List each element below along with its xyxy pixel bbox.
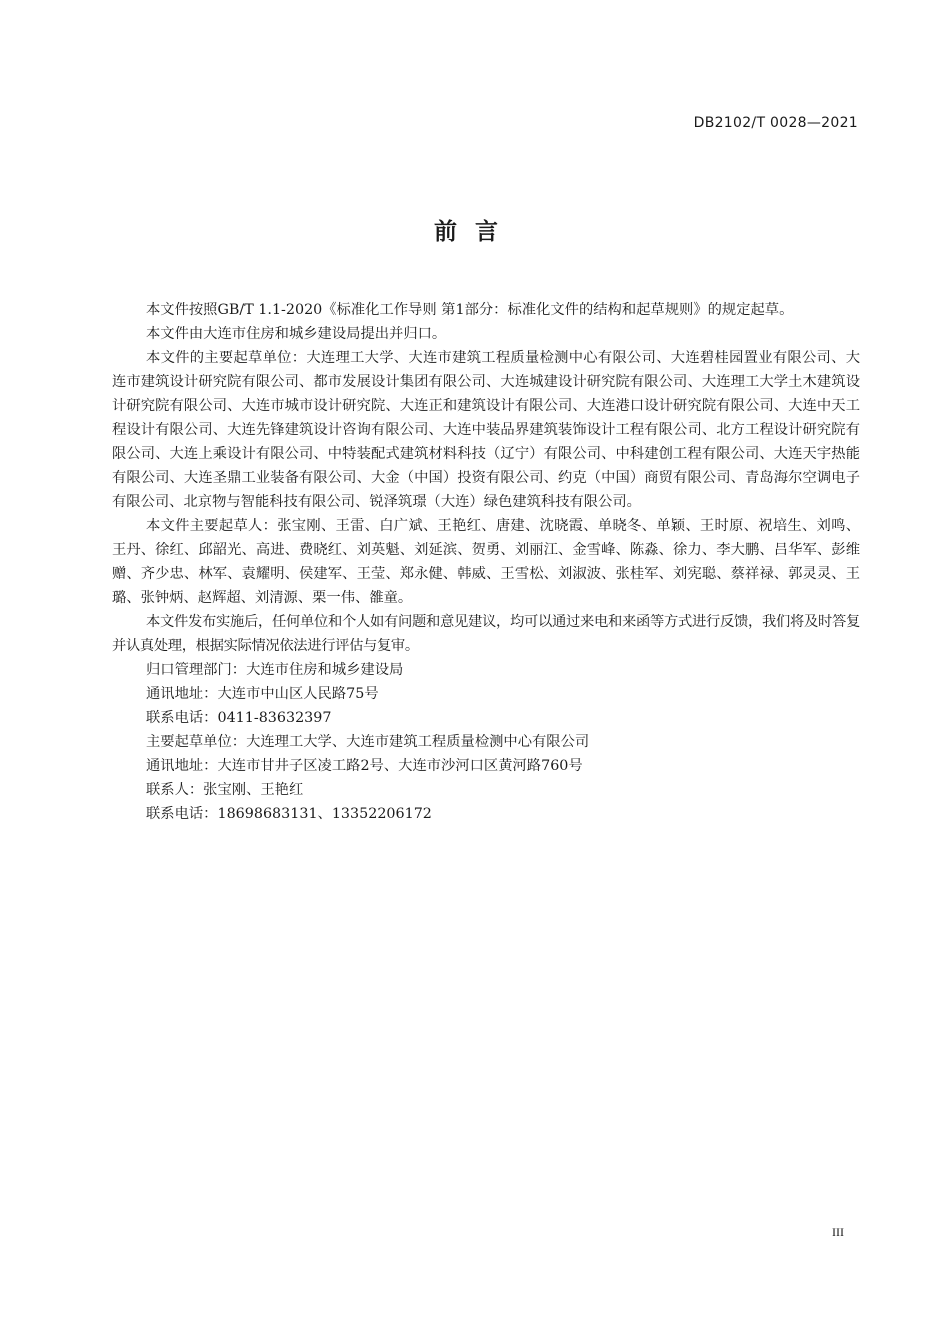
- contact-phone: 联系电话：0411-83632397: [146, 710, 332, 726]
- contact-person-phone: 联系电话：18698683131、13352206172: [146, 806, 432, 822]
- page-title: 前言: [434, 219, 516, 245]
- paragraph-drafting-units: 本文件的主要起草单位：大连理工大学、大连市建筑工程质量检测中心有限公司、大连碧桂园置业有限公司、大连市建筑设计研究院有限公司、都市发展设计集团有限公司、大连城建设计研究院有限公司、大连理工大学土木建筑设计研究院有限公司、大连市城市设计研究院、大连正和建筑设计有限公司、大连港口设计研究院有限公司、大连中天工程设计有限公司、大连先锋建筑设计咨询有限公司、大连中装品界建筑装饰设计工程有限公司、北方工程设计研究院有限公司、大连上乘设计有限公司、中特装配式建筑材料科技（辽宁）有限公司、中科建创工程有限公司、大连天宇热能有限公司、大连圣鼎工业装备有限公司、大金（中国）投资有限公司、约克（中国）商贸有限公司、青岛海尔空调电子有限公司、北京物与智能科技有限公司、锐泽筑璟（大连）绿色建筑科技有限公司。: [112, 350, 860, 510]
- contact-drafting-address: 通讯地址：大连市甘井子区凌工路2号、大连市沙河口区黄河路760号: [146, 758, 583, 774]
- paragraph-drafters: 本文件主要起草人：张宝刚、王雷、白广斌、王艳红、唐建、沈晓霞、单晓冬、单颖、王时原、祝培生、刘鸣、王丹、徐红、邱韶光、高进、费晓红、刘英魁、刘延滨、贺勇、刘丽江、金雪峰、陈淼、徐力、李大鹏、吕华军、彭维赠、齐少忠、林军、袁耀明、侯建军、王莹、郑永健、韩威、王雪松、刘淑波、张桂军、刘宪聪、蔡祥禄、郭灵灵、王璐、张钟炳、赵辉超、刘清源、栗一伟、雒童。: [112, 518, 860, 606]
- document-code: DB2102/T 0028—2021: [693, 115, 858, 131]
- page-number: III: [832, 1225, 844, 1239]
- contact-person: 联系人：张宝刚、王艳红: [146, 782, 304, 798]
- contact-department: 归口管理部门：大连市住房和城乡建设局: [146, 662, 404, 678]
- document-body: [112, 298, 860, 826]
- paragraph-feedback: 本文件发布实施后，任何单位和个人如有问题和意见建议，均可以通过来电和来函等方式进行反馈，我们将及时答复并认真处理，根据实际情况依法进行评估与复审。: [112, 614, 860, 654]
- paragraph-proposer: 本文件由大连市住房和城乡建设局提出并归口。: [146, 326, 447, 342]
- contact-drafting-units: 主要起草单位：大连理工大学、大连市建筑工程质量检测中心有限公司: [146, 734, 590, 750]
- paragraph-drafting-basis: 本文件按照GB/T 1.1-2020《标准化工作导则 第1部分：标准化文件的结构和起草规则》的规定起草。: [146, 302, 794, 318]
- contact-address: 通讯地址：大连市中山区人民路75号: [146, 686, 379, 702]
